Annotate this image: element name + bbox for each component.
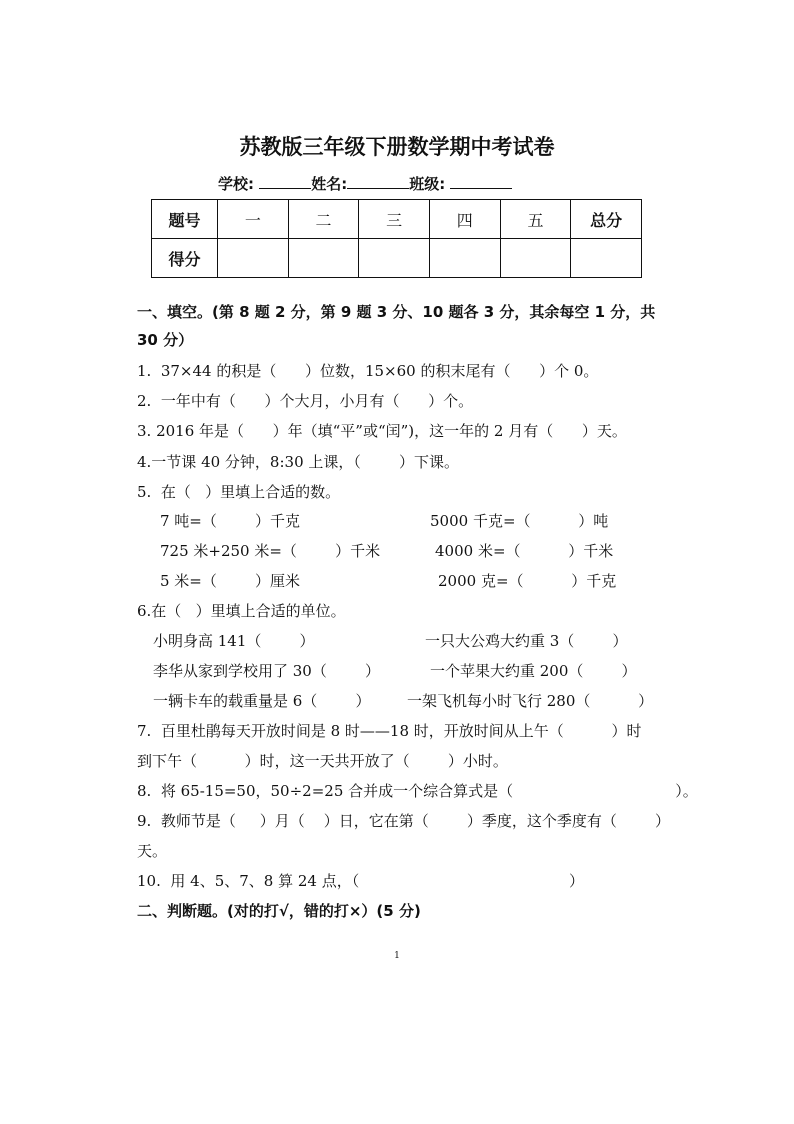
name-blank — [347, 173, 409, 189]
score-table-score-row — [152, 239, 642, 278]
score-cell[interactable] — [359, 239, 430, 278]
name-label: 姓名: — [311, 175, 348, 193]
score-header-cell: 三 — [359, 200, 430, 239]
score-header-cell: 一 — [218, 200, 289, 239]
question-7-cont: 到下午（ ）时，这一天共开放了（ ）小时。 — [137, 752, 508, 770]
question-9-cont: 天。 — [137, 842, 168, 860]
question-6-item: 一辆卡车的载重量是 6（ ） — [153, 692, 371, 710]
question-1: 1. 37×44 的积是（ ）位数，15×60 的积末尾有（ ）个 0。 — [137, 362, 599, 380]
score-header-cell: 四 — [429, 200, 500, 239]
student-info-line — [218, 173, 512, 194]
question-7: 7. 百里杜鹃每天开放时间是 8 时——18 时，开放时间从上午（ ）时 — [137, 722, 642, 740]
question-6-item: 李华从家到学校用了 30（ ） — [153, 662, 381, 680]
class-blank — [450, 173, 512, 189]
score-cell[interactable] — [429, 239, 500, 278]
page-number: 1 — [394, 951, 400, 961]
score-cell[interactable] — [218, 239, 289, 278]
question-6-item: 一个苹果大约重 200（ ） — [430, 662, 637, 680]
question-2: 2. 一年中有（ ）个大月，小月有（ ）个。 — [137, 392, 474, 410]
question-5-item: 2000 克=（ ）千克 — [438, 572, 617, 590]
question-5: 5. 在（ ）里填上合适的数。 — [137, 483, 341, 501]
question-5-item: 725 米+250 米=（ ）千米 — [160, 542, 381, 560]
question-5-item: 5000 千克=（ ）吨 — [430, 512, 609, 530]
score-table — [151, 199, 642, 278]
exam-title: 苏教版三年级下册数学期中考试卷 — [239, 135, 555, 159]
section1-heading-cont: 30 分） — [137, 331, 194, 349]
school-label: 学校: — [218, 175, 254, 193]
question-4: 4.一节课 40 分钟，8:30 上课，（ ）下课。 — [137, 453, 460, 471]
question-5-item: 4000 米=（ ）千米 — [435, 542, 614, 560]
score-header-cell: 题号 — [152, 200, 218, 239]
class-label: 班级: — [409, 175, 446, 193]
score-cell[interactable] — [571, 239, 642, 278]
question-6-item: 一架飞机每小时飞行 280（ ） — [407, 692, 654, 710]
question-5-item: 7 吨=（ ）千克 — [160, 512, 301, 530]
section1-heading: 一、填空。(第 8 题 2 分，第 9 题 3 分、10 题各 3 分，其余每空 1 分，共 — [137, 303, 656, 321]
school-blank — [259, 173, 311, 189]
score-row-label: 得分 — [152, 239, 218, 278]
score-header-cell: 二 — [288, 200, 359, 239]
question-5-item: 5 米=（ ）厘米 — [160, 572, 301, 590]
question-3: 3. 2016 年是（ ）年（填“平”或“闰”)，这一年的 2 月有（ ）天。 — [137, 422, 627, 440]
question-6: 6.在（ ）里填上合适的单位。 — [137, 602, 346, 620]
score-cell[interactable] — [288, 239, 359, 278]
section2-heading: 二、判断题。(对的打√，错的打×）(5 分) — [137, 902, 421, 920]
question-10: 10. 用 4、5、7、8 算 24 点，（ ） — [137, 872, 585, 890]
score-header-cell: 总分 — [571, 200, 642, 239]
score-cell[interactable] — [500, 239, 571, 278]
question-8: 8. 将 65-15=50，50÷2=25 合并成一个综合算式是（ ）。 — [137, 782, 698, 800]
question-6-item: 一只大公鸡大约重 3（ ） — [425, 632, 628, 650]
question-9: 9. 教师节是（ ）月（ ）日，它在第（ ）季度，这个季度有（ ） — [137, 812, 671, 830]
score-table-header-row — [152, 200, 642, 239]
question-6-item: 小明身高 141（ ） — [153, 632, 315, 650]
score-header-cell: 五 — [500, 200, 571, 239]
